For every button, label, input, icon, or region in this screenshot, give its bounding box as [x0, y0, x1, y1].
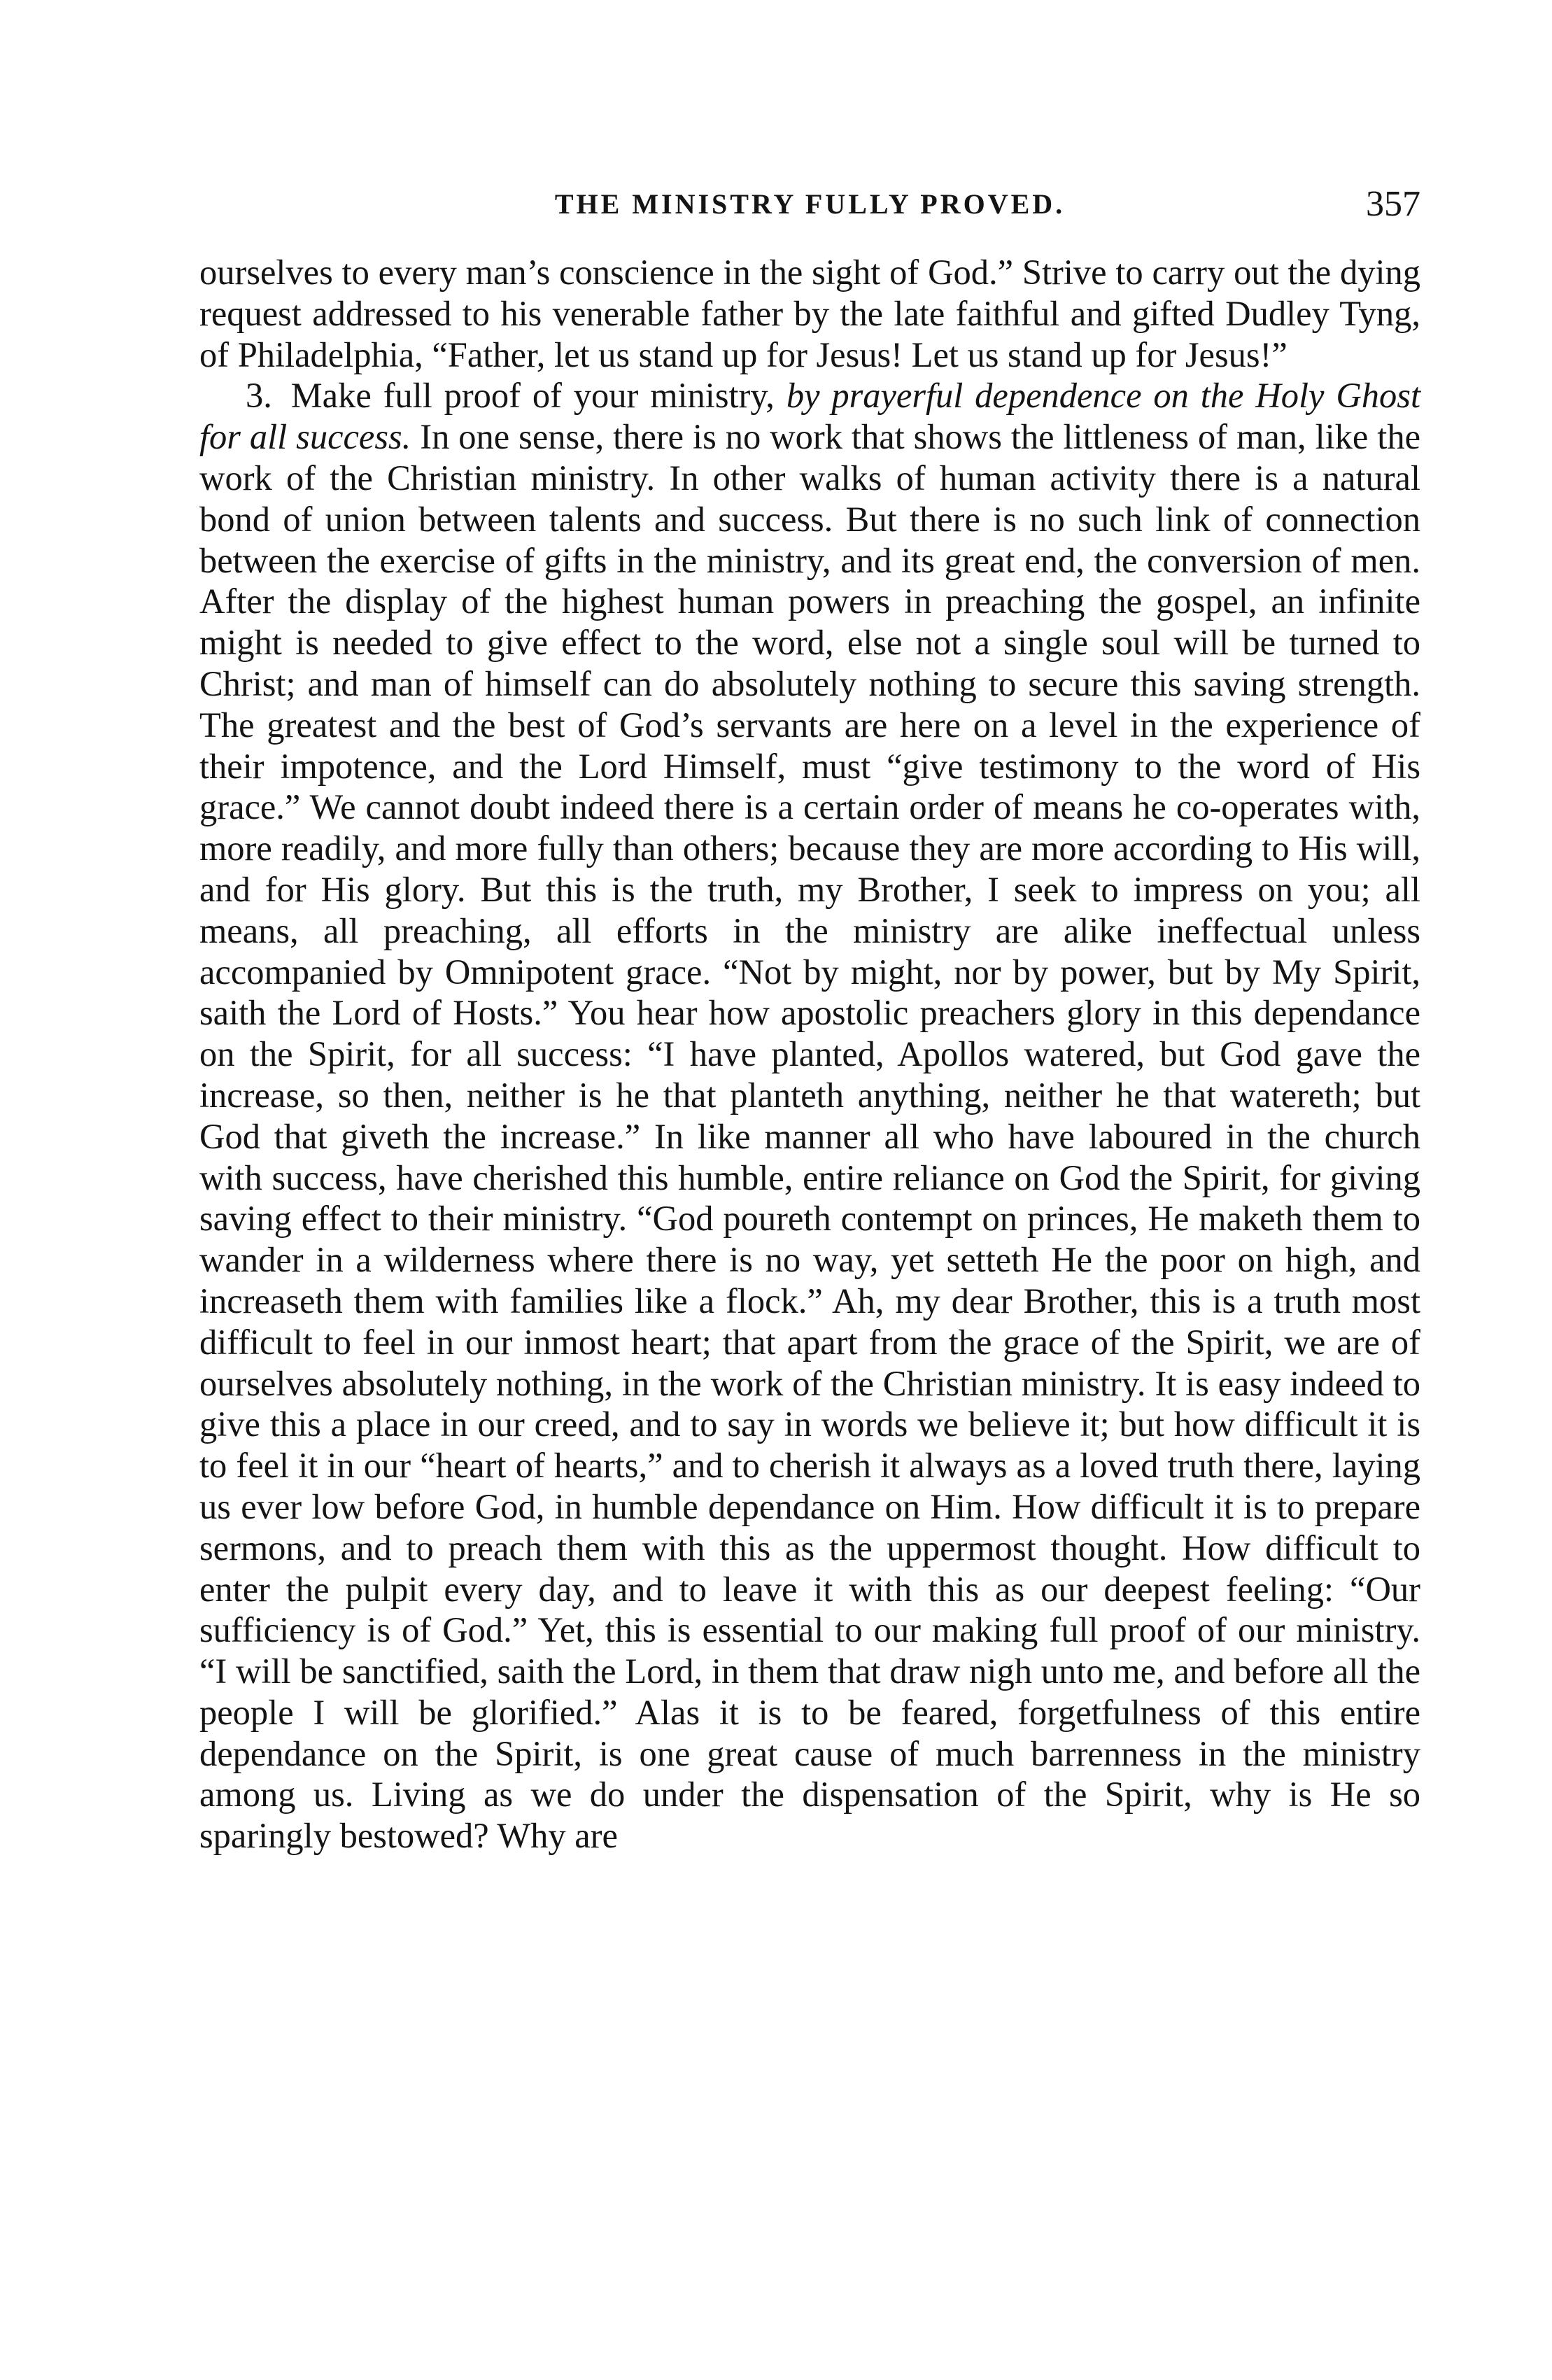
section-paragraph [199, 375, 1420, 1857]
section-italic-heading: by prayerful dependence on the Holy Ghost for all success. [199, 376, 1420, 457]
running-head [199, 183, 1420, 232]
section-lead: Make full proof of your ministry, [290, 376, 775, 416]
continuation-paragraph: ourselves to every man’s conscience in the sight of God.” Strive to carry out the dying request addressed to his venerable father by the late faithful and gifted Dudley Tyng, of Philadelphia, “Father, let us stand up for Jesus! Let us stand up for Jesus!” [199, 253, 1420, 374]
section-number: 3. [246, 376, 272, 416]
section-text: In one sense, there is no work that shows the littleness of man, like the work of the Christian ministry. In other walks of human activity there is a natural bond of union between talents and success. But there is no such link of connection between the exercise of gifts in the ministry, and its great end, the conversion of men. After the display of the highest human powers in preaching the gospel, an infinite might is needed to give effect to the word, else not a single soul will be turned to Christ; and man of himself can do absolutely nothing to secure this saving strength. The greatest and the best of God’s servants are here on a level in the experience of their impotence, and the Lord Himself, must “give testimony to the word of His grace.” We cannot doubt indeed there is a certain order of means he co-operates with, more readily, and more fully than others; because they are more according to His will, and for His glory. But this is the truth, my Brother, I seek to impress on you; all means, all preaching, all efforts in the ministry are alike ineffectual unless accompanied by Omnipotent grace. “Not by might, nor by power, but by My Spirit, saith the Lord of Hosts.” You hear how apostolic preachers glory in this dependance on the Spirit, for all success: “I have planted, Apollos watered, but God gave the increase, so then, neither is he that planteth anything, neither he that watereth; but God that giveth the increase.” In like manner all who have laboured in the church with success, have cherished this humble, entire reliance on God the Spirit, for giving saving effect to their ministry. “God poureth contempt on princes, He maketh them to wander in a wilderness where there is no way, yet setteth He the poor on high, and increaseth them with families like a flock.” Ah, my dear Brother, this is a truth most difficult to feel in our inmost heart; that apart from the grace of the Spirit, we are of ourselves absolutely nothing, in the work of the Christian ministry. It is easy indeed to give this a place in our creed, and to say in words we believe it; but how difficult it is to feel it in our “heart of hearts,” and to cherish it always as a loved truth there, laying us ever low before God, in humble dependance on Him. How difficult it is to prepare sermons, and to preach them with this as the uppermost thought. How difficult to enter the pulpit every day, and to leave it with this as our deepest feeling: “Our sufficiency is of God.” Yet, this is essential to our making full proof of our ministry. “I will be sanctified, saith the Lord, in them that draw nigh unto me, and before all the people I will be glorified.” Alas it is to be feared, forgetfulness of this entire dependance on the Spirit, is one great cause of much barrenness in the ministry among us. Living as we do under the dispensation of the Spirit, why is He so sparingly bestowed? Why are [199, 417, 1420, 1856]
body-text [199, 252, 1420, 1857]
page-number: 357 [1366, 184, 1420, 224]
running-title: THE MINISTRY FULLY PROVED. [554, 188, 1066, 220]
